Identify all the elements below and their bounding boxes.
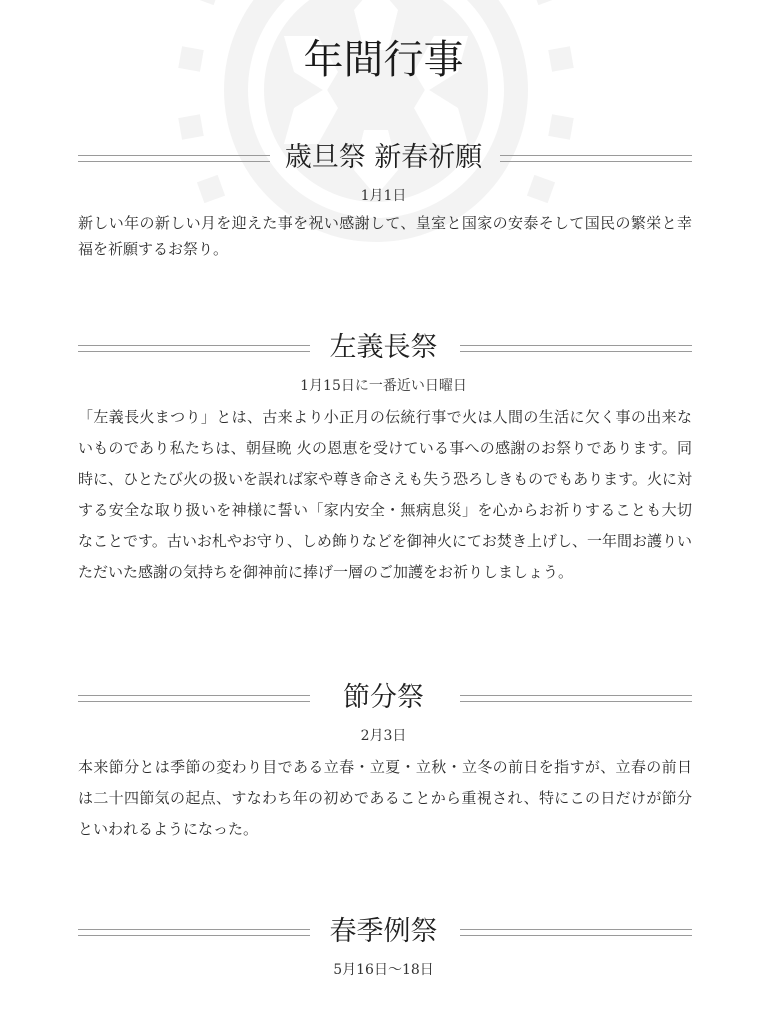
heading-rule-right [460,695,692,702]
event-heading-row [0,328,767,368]
event-title: 春季例祭 [329,916,438,947]
event-description: 新しい年の新しい月を迎えた事を祝い感謝して、皇室と国家の安泰そして国民の繁栄と幸福を祈願するお祭り。 [78,214,692,258]
event-title: 節分祭 [343,682,424,713]
event-description: 「左義長火まつり」とは、古来より小正月の伝統行事で火は人間の生活に欠く事の出来ないものであり私たちは、朝昼晩 火の恩恵を受けている事への感謝のお祭りであります。同時に、ひとたび火の扱いを誤れば家や尊き命さえも失う恐ろしきものでもあります。火に対する安全な取り扱いを神様に誓い「家内安全・無病息災」を心からお祈りすることも大切なことです。古いお札やお守り、しめ飾りなどを御神火にてお焚き上げし、一年間お護りいただいた感謝の気持ちを御神前に捧げ一層のご加護をお祈りしましょう。 [78,408,692,581]
event-date: 5月16日～18日 [333,962,434,978]
event-heading-row [0,912,767,952]
heading-rule-left [78,929,310,936]
event-description: 本来節分とは季節の変わり目である立春・立夏・立秋・立冬の前日を指すが、立春の前日は二十四節気の起点、すなわち年の初めであることから重視され、特にこの日だけが節分といわれるようになった。 [78,758,692,838]
event-date: 2月3日 [360,728,407,744]
heading-rule-right [460,345,692,352]
event-heading-row [0,138,767,178]
heading-rule-right [500,155,692,162]
event-date: 1月1日 [360,188,407,204]
heading-rule-left [78,695,310,702]
heading-rule-right [460,929,692,936]
event-section-sagicho [0,328,767,588]
heading-rule-left [78,155,270,162]
heading-rule-left [78,345,310,352]
page-title: 年間行事 [303,37,464,83]
event-date: 1月15日に一番近い日曜日 [300,378,467,394]
event-section-shunki-reisai [0,912,767,980]
event-section-setsubun [0,678,767,845]
event-section-saitansai [0,138,767,262]
event-title: 歳旦祭 新春祈願 [284,142,483,173]
event-heading-row [0,678,767,718]
event-title: 左義長祭 [329,332,438,363]
